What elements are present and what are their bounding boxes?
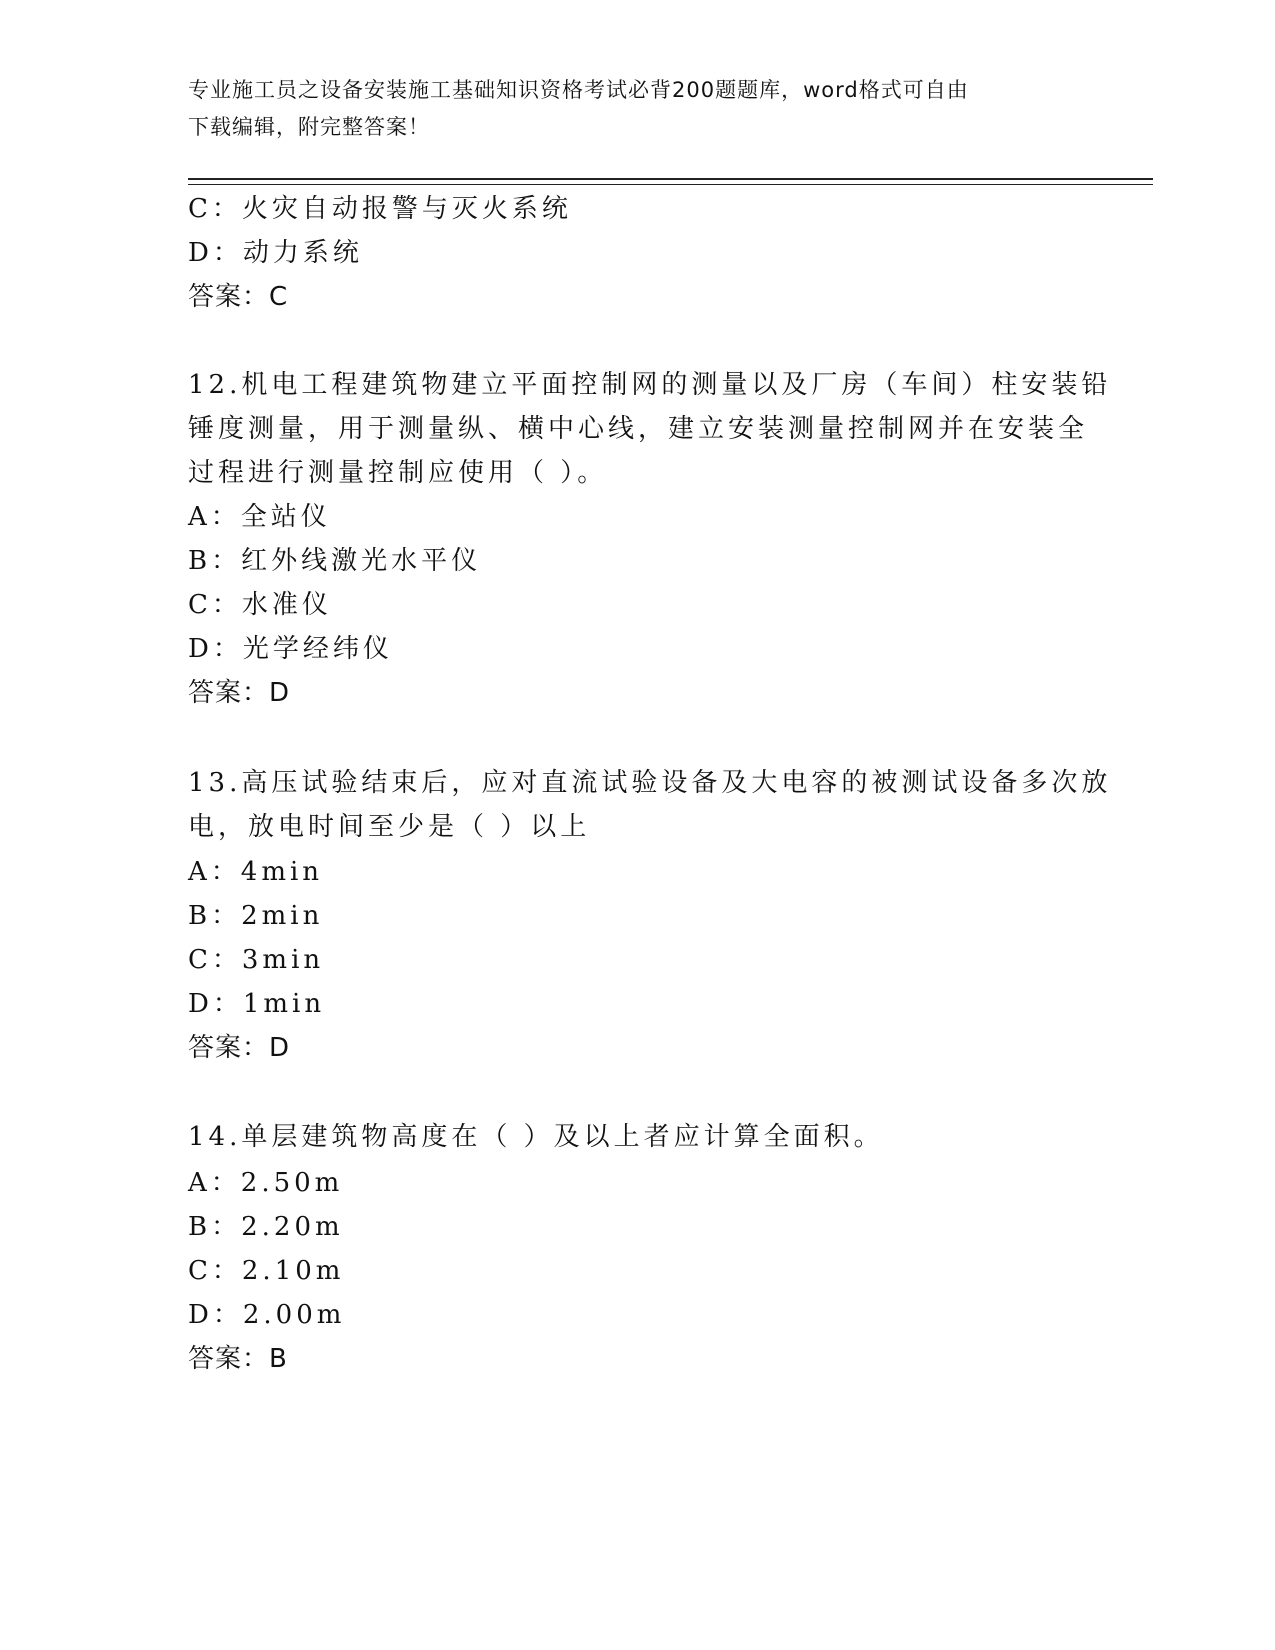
q14-option-a: A：2.50m <box>188 1168 344 1198</box>
q11-option-c: C：火灾自动报警与灭火系统 <box>188 194 572 224</box>
q13-stem-line-1: 13.高压试验结束后，应对直流试验设备及大电容的被测试设备多次放 <box>188 768 1112 798</box>
q13-stem-line-2: 电，放电时间至少是（ ）以上 <box>188 812 591 842</box>
q12-answer: 答案：D <box>188 678 291 708</box>
q14-stem-line-1: 14.单层建筑物高度在（ ）及以上者应计算全面积。 <box>188 1122 884 1152</box>
q12-option-b: B：红外线激光水平仪 <box>188 546 482 576</box>
q14-option-d: D：2.00m <box>188 1300 346 1330</box>
q14-option-c: C：2.10m <box>188 1256 345 1286</box>
q13-answer: 答案：D <box>188 1033 291 1063</box>
q13-option-d: D：1min <box>188 989 326 1019</box>
q12-option-a: A：全站仪 <box>188 502 331 532</box>
q11-answer: 答案：C <box>188 282 289 312</box>
q14-answer: 答案：B <box>188 1344 288 1374</box>
q13-option-c: C：3min <box>188 945 325 975</box>
q12-stem-line-2: 锤度测量，用于测量纵、横中心线，建立安装测量控制网并在安装全 <box>188 414 1089 444</box>
header-divider-thin <box>188 184 1153 185</box>
q12-option-d: D：光学经纬仪 <box>188 634 393 664</box>
header-divider-thick <box>188 178 1153 180</box>
q13-option-a: A：4min <box>188 857 324 887</box>
header-line-2: 下载编辑，附完整答案！ <box>188 115 430 139</box>
q12-option-c: C：水准仪 <box>188 590 332 620</box>
q11-option-d: D：动力系统 <box>188 238 363 268</box>
q12-stem-line-1: 12.机电工程建筑物建立平面控制网的测量以及厂房（车间）柱安装铅 <box>188 370 1112 400</box>
q14-option-b: B：2.20m <box>188 1212 344 1242</box>
q12-stem-line-3: 过程进行测量控制应使用（ ）。 <box>188 458 608 488</box>
header-line-1: 专业施工员之设备安装施工基础知识资格考试必背200题题库，word格式可自由 <box>188 78 969 102</box>
q13-option-b: B：2min <box>188 901 324 931</box>
document-header <box>188 72 1068 146</box>
